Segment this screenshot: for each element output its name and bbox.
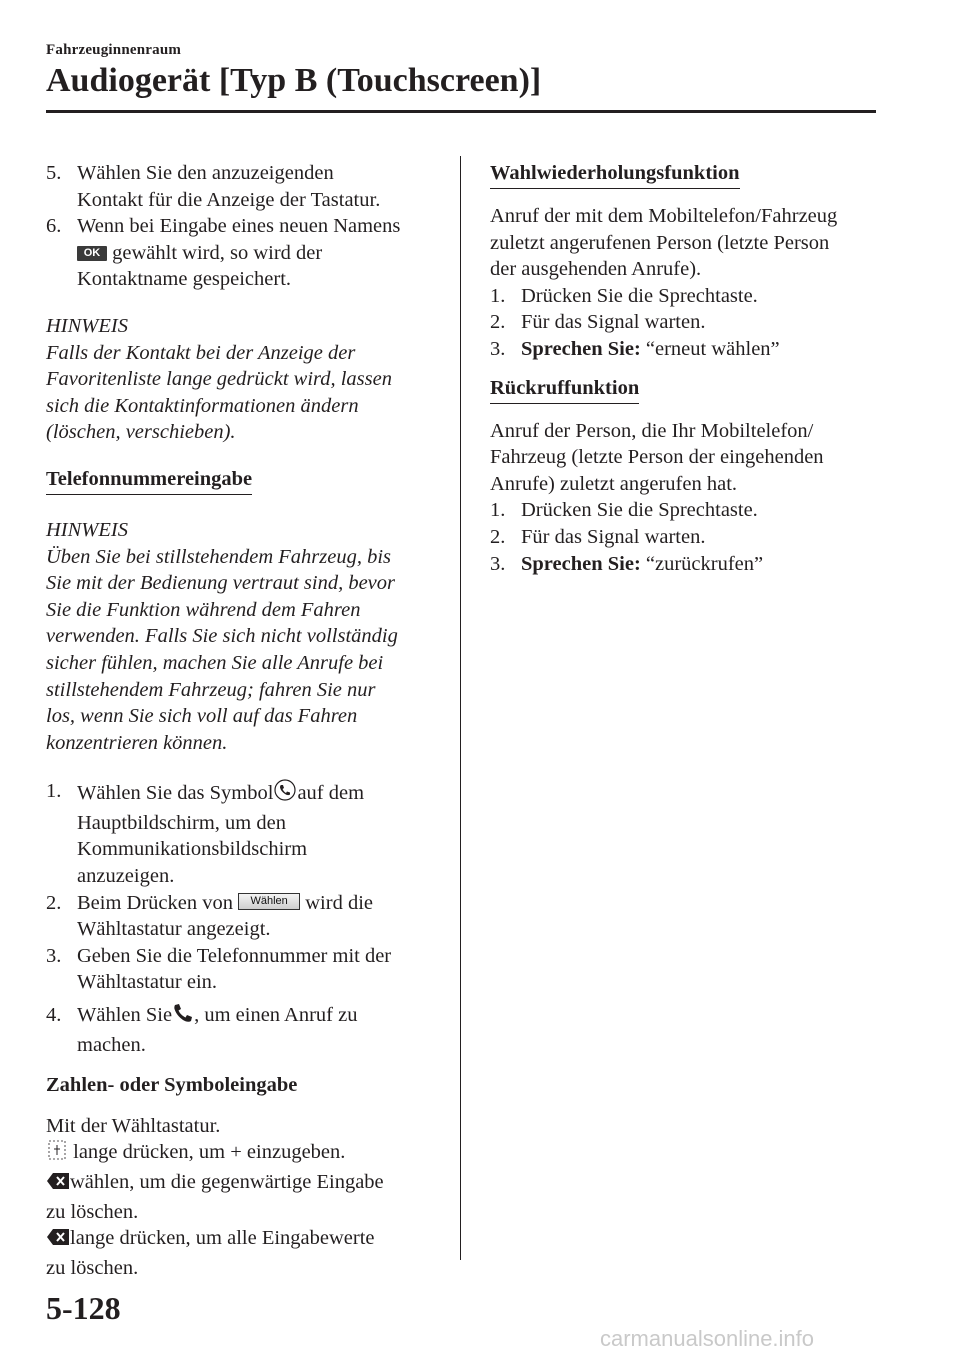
heading-callback: Rückruffunktion [490, 375, 639, 404]
note-text: sicher fühlen, machen Sie alle Anrufe bei [46, 651, 384, 674]
step-number: 2. [46, 891, 62, 914]
body-text-fragment: wählen, um die gegenwärtige Eingabe [70, 1171, 384, 1193]
step-text: Kontaktname gespeichert. [77, 268, 292, 291]
step-5 [46, 160, 441, 213]
step-4 [46, 1002, 441, 1058]
note-text: Sie die Funktion während dem Fahren [46, 598, 361, 621]
body-text: der ausgehenden Anrufe). [490, 258, 702, 281]
step-number: 2. [490, 311, 506, 334]
waehlen-button-icon: Wählen [238, 893, 300, 910]
ok-button-icon: OK [77, 246, 107, 261]
step-text-fragment: Wählen Sie [77, 1004, 173, 1027]
step-text-fragment: Beim Drücken von [77, 891, 233, 914]
voice-command-label: Sprechen Sie: [521, 552, 641, 575]
step-3 [46, 943, 441, 996]
note-1 [46, 313, 441, 446]
left-column [46, 160, 441, 1281]
header-rule [46, 110, 876, 113]
body-text: zu löschen. [46, 1256, 139, 1279]
voice-command: “erneut wählen” [645, 337, 780, 360]
body-text: Fahrzeug (letzte Person der eingehenden [490, 446, 824, 469]
step-text: machen. [77, 1033, 146, 1056]
body-text: Anruf der mit dem Mobiltelefon/Fahrzeug [490, 205, 838, 227]
note-text: los, wenn Sie sich voll auf das Fahren [46, 705, 358, 728]
body-text [46, 1139, 441, 1169]
step-text: Kommunikationsbildschirm [77, 838, 308, 861]
redial-step-3 [490, 336, 880, 363]
step-number: 5. [46, 162, 62, 184]
note-text: verwenden. Falls Sie sich nicht vollständig [46, 625, 398, 648]
step-number: 3. [490, 337, 506, 360]
step-text: anzuzeigen. [77, 865, 175, 888]
body-text: zu löschen. [46, 1200, 139, 1223]
step-text: Für das Signal warten. [521, 525, 706, 548]
step-text: Hauptbildschirm, um den [77, 811, 286, 834]
step-text-fragment: Wählen Sie das Symbol [77, 782, 274, 805]
step-text: Drücken Sie die Sprechtaste. [521, 284, 758, 307]
note-text: Favoritenliste lange gedrückt wird, lassen [46, 368, 392, 391]
step-text [521, 551, 880, 578]
step-text: Drücken Sie die Sprechtaste. [521, 499, 758, 522]
body-text [46, 1169, 441, 1199]
step-number: 4. [46, 1004, 62, 1027]
note-title: HINWEIS [46, 518, 128, 541]
note-text: konzentrieren können. [46, 731, 228, 754]
step-1 [46, 778, 441, 889]
step-text: Geben Sie die Telefonnummer mit der [77, 944, 392, 967]
step-2 [46, 890, 441, 943]
heading-phone-wrap [46, 466, 441, 495]
body-text-fragment: lange drücken, um + einzugeben. [73, 1141, 346, 1164]
communication-icon [273, 778, 297, 810]
step-text: Wenn bei Eingabe eines neuen Namens [77, 215, 401, 238]
body-text: zuletzt angerufenen Person (letzte Person [490, 231, 830, 254]
note-text: Sie mit der Bedienung vertraut sind, bevor [46, 572, 396, 595]
callback-step-2 [490, 524, 880, 551]
step-text: Kontakt für die Anzeige der Tastatur. [77, 188, 381, 211]
step-text-fragment: , um einen Anruf zu [194, 1004, 358, 1027]
callback-step-3 [490, 551, 880, 578]
voice-command: “zurückrufen” [645, 552, 764, 575]
step-text [77, 1002, 441, 1032]
heading-number-symbol-entry: Zahlen- oder Symboleingabe [46, 1074, 298, 1097]
note-text: stillstehendem Fahrzeug; fahren Sie nur [46, 678, 376, 701]
step-text [77, 890, 441, 917]
step-number: 1. [490, 284, 506, 307]
page-number: 5-128 [46, 1290, 121, 1326]
right-column [490, 160, 880, 577]
step-text [77, 240, 441, 267]
step-text: Wählen Sie den anzuzeigenden [77, 162, 334, 184]
step-number: 3. [490, 552, 506, 575]
step-number: 3. [46, 944, 62, 967]
backspace-icon [46, 1227, 70, 1255]
step-6 [46, 213, 441, 293]
backspace-icon [46, 1171, 70, 1199]
chapter-title: Audiogerät [Typ B (Touchscreen)] [46, 62, 542, 99]
redial-step-1 [490, 283, 880, 310]
voice-command-label: Sprechen Sie: [521, 337, 641, 360]
redial-step-2 [490, 309, 880, 336]
note-2 [46, 517, 441, 756]
step-text: Wähltastatur angezeigt. [77, 918, 271, 941]
callback-description [490, 418, 880, 498]
step-number: 1. [490, 499, 506, 522]
section-title: Fahrzeuginnenraum [46, 42, 182, 58]
step-text-fragment: auf dem [297, 782, 365, 805]
phone-icon [172, 1002, 194, 1032]
number-entry-text [46, 1113, 441, 1282]
body-text: Anrufe) zuletzt angerufen hat. [490, 472, 738, 495]
note-title: HINWEIS [46, 314, 128, 337]
note-text: (löschen, verschieben). [46, 421, 236, 444]
redial-description [490, 203, 880, 283]
note-text: Üben Sie bei stillstehendem Fahrzeug, bis [46, 545, 392, 568]
step-text-fragment: gewählt wird, so wird der [112, 241, 323, 264]
body-text [46, 1225, 441, 1255]
note-text: sich die Kontaktinformationen ändern [46, 394, 359, 417]
heading-callback-wrap [490, 375, 880, 404]
heading-redial-wrap [490, 160, 880, 189]
step-text-fragment: wird die [305, 891, 373, 914]
note-text: Falls der Kontakt bei der Anzeige der [46, 341, 356, 364]
heading-redial: Wahlwiederholungsfunktion [490, 160, 740, 189]
step-number: 6. [46, 215, 62, 238]
callback-step-1 [490, 497, 880, 524]
body-text: Anruf der Person, die Ihr Mobiltelefon/ [490, 419, 814, 442]
step-text: Für das Signal warten. [521, 311, 706, 334]
column-divider [460, 156, 461, 1260]
plus-key-icon [46, 1139, 68, 1169]
step-text: Wähltastatur ein. [77, 971, 218, 994]
step-text [521, 336, 880, 363]
step-number: 1. [46, 780, 62, 803]
heading-phone-number-entry: Telefonnummereingabe [46, 466, 252, 495]
step-text [77, 778, 441, 810]
step-number: 2. [490, 525, 506, 548]
body-text-fragment: lange drücken, um alle Eingabewerte [70, 1227, 375, 1250]
watermark: carmanualsonline.info [600, 1326, 815, 1351]
body-text: Mit der Wähltastatur. [46, 1114, 221, 1137]
